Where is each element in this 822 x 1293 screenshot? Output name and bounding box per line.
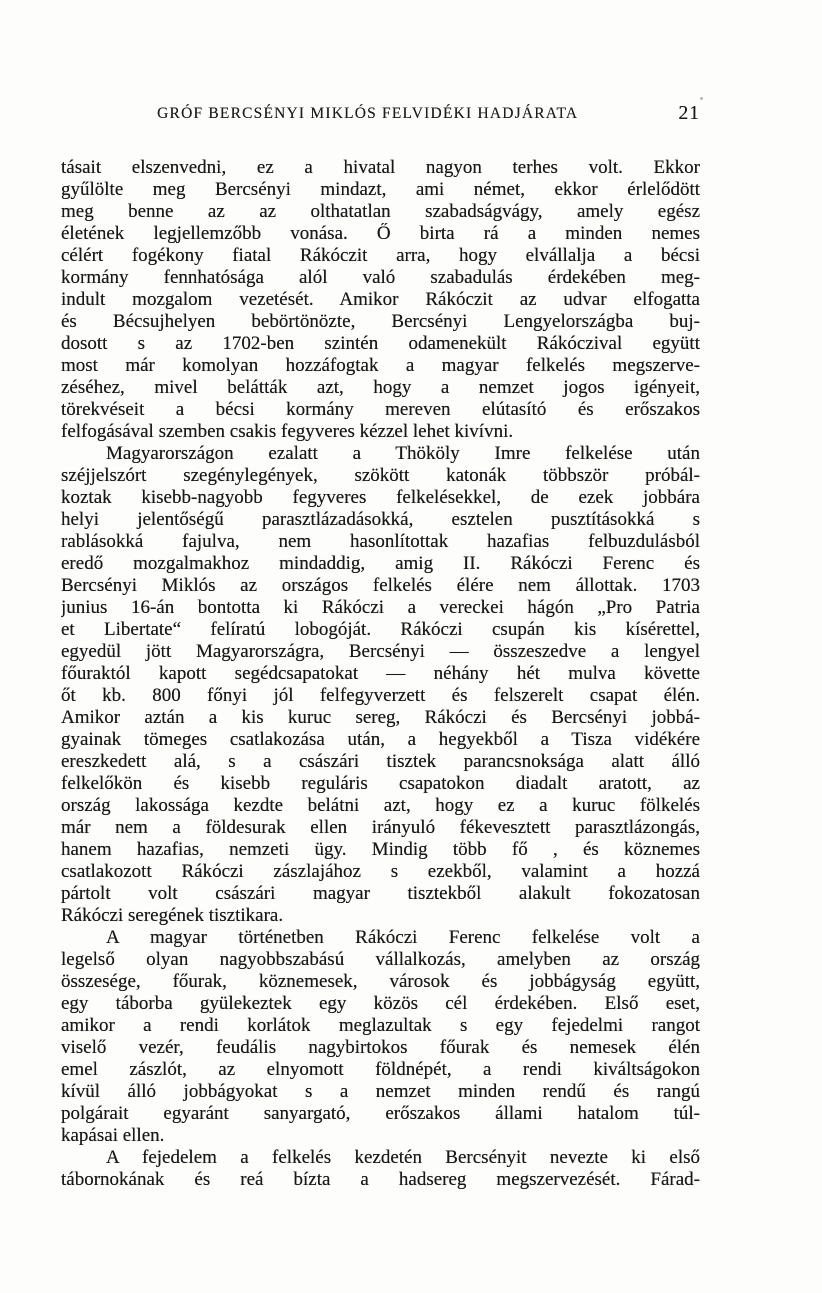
text-line: Amikor aztán a kis kuruc sereg, Rákóczi és Bercsényi jobbá- xyxy=(61,707,700,728)
text-line: A fejedelem a felkelés kezdetén Bercsényit nevezte ki első xyxy=(106,1147,700,1168)
text-line: ereszkedett alá, s a császári tisztek parancsnoksága alatt álló xyxy=(61,751,700,772)
paragraph xyxy=(61,927,700,1147)
text-line: összesége, főurak, köznemesek, városok és jobbágyság együtt, xyxy=(61,971,700,992)
text-line: és Bécsujhelyen bebörtönözte, Bercsényi Lengyelországba buj- xyxy=(61,311,700,332)
text-line: széjjelszórt szegénylegények, szökött katonák többször próbál- xyxy=(61,465,700,486)
text-line: törekvéseit a bécsi kormány mereven elútasító és erőszakos xyxy=(61,399,700,420)
scan-speck xyxy=(700,97,703,100)
text-line: helyi jelentőségű parasztlázadásokká, esztelen pusztításokká s xyxy=(61,509,700,530)
text-line: indult mozgalom vezetését. Amikor Rákóczit az udvar elfogatta xyxy=(61,289,700,310)
paragraph xyxy=(61,157,700,443)
text-line: csatlakozott Rákóczi zászlajához s ezekből, valamint a hozzá xyxy=(61,861,700,882)
text-line: gyűlölte meg Bercsényi mindazt, ami német, ekkor érlelődött xyxy=(61,179,700,200)
text-line: pártolt volt császári magyar tisztekből alakult fokozatosan xyxy=(61,883,700,904)
paragraph xyxy=(61,1147,700,1191)
running-title: GRÓF BERCSÉNYI MIKLÓS FELVIDÉKI HADJÁRATA xyxy=(157,105,579,122)
text-line: et Libertate“ felíratú lobogóját. Rákóczi csupán kis kísérettel, xyxy=(61,619,700,640)
text-line: egy táborba gyülekeztek egy közös cél érdekében. Első eset, xyxy=(61,993,700,1014)
text-line: junius 16-án bontotta ki Rákóczi a vereckei hágón „Pro Patria xyxy=(61,597,700,618)
text-line: emel zászlót, az elnyomott földnépét, a rendi kiváltságokon xyxy=(61,1059,700,1080)
page-header xyxy=(61,103,700,133)
text-line: koztak kisebb-nagyobb fegyveres felkelésekkel, de ezek jobbára xyxy=(61,487,700,508)
text-line: A magyar történetben Rákóczi Ferenc felkelése volt a xyxy=(106,927,700,948)
page-number: 21 xyxy=(678,103,700,124)
text-line: felkelőkön és kisebb reguláris csapatokon diadalt aratott, az xyxy=(61,773,700,794)
text-line: Bercsényi Miklós az országos felkelés élére nem állottak. 1703 xyxy=(61,575,700,596)
text-line: eredő mozgalmakhoz mindaddig, amig II. Rákóczi Ferenc és xyxy=(61,553,700,574)
text-line: egyedül jött Magyarországra, Bercsényi — összeszedve a lengyel xyxy=(61,641,700,662)
text-line: hanem hazafias, nemzeti ügy. Mindig több fő , és köznemes xyxy=(61,839,700,860)
text-line: tásait elszenvedni, ez a hivatal nagyon terhes volt. Ekkor xyxy=(61,157,700,178)
text-line: életének legjellemzőbb vonása. Ő birta rá a minden nemes xyxy=(61,223,700,244)
text-line: ország lakossága kezdte belátni azt, hogy ez a kuruc fölkelés xyxy=(61,795,700,816)
text-line: Magyarországon ezalatt a Thököly Imre felkelése után xyxy=(106,443,700,464)
text-line: kívül álló jobbágyokat s a nemzet minden rendű és rangú xyxy=(61,1081,700,1102)
text-line: főuraktól kapott segédcsapatokat — néhány hét mulva követte xyxy=(61,663,700,684)
text-line: meg benne az az olthatatlan szabadságvágy, amely egész xyxy=(61,201,700,222)
text-line: már nem a földesurak ellen irányuló fékevesztett parasztlázongás, xyxy=(61,817,700,838)
text-line: legelső olyan nagyobbszabású vállalkozás, amelyben az ország xyxy=(61,949,700,970)
text-line: rablásokká fajulva, nem hasonlítottak hazafias felbuzdulásból xyxy=(61,531,700,552)
text-line: kapásai ellen. xyxy=(61,1125,165,1146)
text-line: őt kb. 800 főnyi jól felfegyverzett és felszerelt csapat élén. xyxy=(61,685,700,706)
text-line: most már komolyan hozzáfogtak a magyar felkelés megszerve- xyxy=(61,355,700,376)
paragraph xyxy=(61,443,700,927)
text-line: tábornokának és reá bízta a hadsereg megszervezését. Fárad- xyxy=(61,1169,700,1190)
text-line: felfogásával szemben csakis fegyveres kézzel lehet kivívni. xyxy=(61,421,514,442)
text-line: kormány fennhatósága alól való szabadulás érdekében meg- xyxy=(61,267,700,288)
text-line: zéséhez, mivel belátták azt, hogy a nemzet jogos igényeit, xyxy=(61,377,700,398)
text-line: célért fogékony fiatal Rákóczit arra, hogy elvállalja a bécsi xyxy=(61,245,700,266)
text-line: viselő vezér, feudális nagybirtokos főurak és nemesek élén xyxy=(61,1037,700,1058)
text-line: gyainak tömeges csatlakozása után, a hegyekből a Tisza vidékére xyxy=(61,729,700,750)
text-line: dosott s az 1702-ben szintén odamenekült Rákóczival együtt xyxy=(61,333,700,354)
text-line: polgárait egyaránt sanyargató, erőszakos állami hatalom túl- xyxy=(61,1103,700,1124)
text-line: Rákóczi seregének tisztikara. xyxy=(61,905,284,926)
page-body xyxy=(61,157,700,1191)
text-line: amikor a rendi korlátok meglazultak s egy fejedelmi rangot xyxy=(61,1015,700,1036)
